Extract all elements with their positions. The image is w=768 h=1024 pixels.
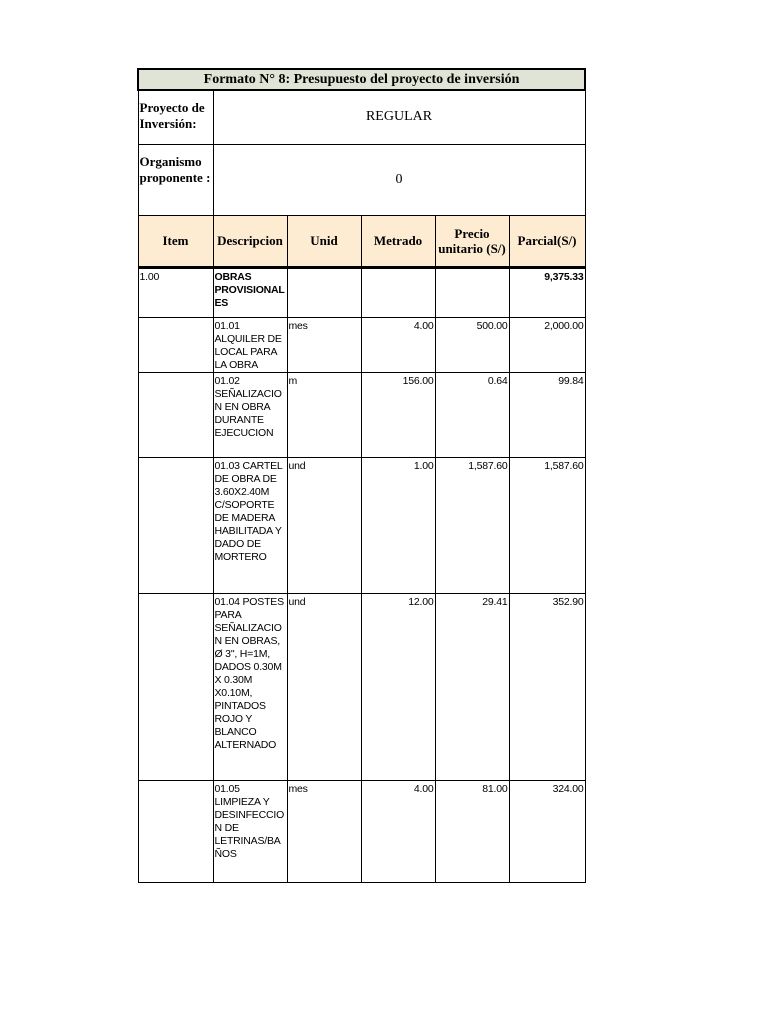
precio-cell (435, 267, 509, 317)
organismo-value: 0 (213, 144, 585, 215)
parcial-cell: 352.90 (509, 593, 585, 780)
desc-cell: 01.03 CARTEL DE OBRA DE 3.60X2.40M C/SOPORTE DE MADERA HABILITADA Y DADO DE MORTERO (213, 457, 287, 593)
desc-cell: 01.04 POSTES PARA SEÑALIZACION EN OBRAS, Ø 3", H=1M, DADOS 0.30M X 0.30M X0.10M, PINTADOS ROJO Y BLANCO ALTERNADO (213, 593, 287, 780)
precio-cell: 1,587.60 (435, 457, 509, 593)
desc-cell: 01.05 LIMPIEZA Y DESINFECCION DE LETRINAS/BAÑOS (213, 780, 287, 882)
parcial-cell: 2,000.00 (509, 317, 585, 372)
unid-cell: und (287, 457, 361, 593)
table-row (138, 780, 585, 882)
desc-cell: OBRAS PROVISIONALES (213, 267, 287, 317)
item-cell (138, 457, 213, 593)
budget-table (137, 68, 586, 883)
precio-cell: 81.00 (435, 780, 509, 882)
form-title: Formato N° 8: Presupuesto del proyecto de inversión (138, 69, 585, 90)
table-row (138, 457, 585, 593)
col-header-precio: Precio unitario (S/) (435, 215, 509, 267)
unid-cell: m (287, 372, 361, 457)
col-header-descripcion: Descripcion (213, 215, 287, 267)
parcial-cell: 99.84 (509, 372, 585, 457)
desc-cell: 01.02 SEÑALIZACION EN OBRA DURANTE EJECUCION (213, 372, 287, 457)
col-header-metrado: Metrado (361, 215, 435, 267)
proyecto-value: REGULAR (213, 90, 585, 144)
precio-cell: 29.41 (435, 593, 509, 780)
col-header-unid: Unid (287, 215, 361, 267)
table-row (138, 267, 585, 317)
item-cell: 1.00 (138, 267, 213, 317)
organismo-label: Organismo proponente : (138, 144, 213, 215)
metrado-cell: 1.00 (361, 457, 435, 593)
item-cell (138, 317, 213, 372)
metrado-cell (361, 267, 435, 317)
metrado-cell: 12.00 (361, 593, 435, 780)
budget-sheet (137, 68, 584, 883)
desc-cell: 01.01 ALQUILER DE LOCAL PARA LA OBRA (213, 317, 287, 372)
precio-cell: 500.00 (435, 317, 509, 372)
metrado-cell: 156.00 (361, 372, 435, 457)
precio-cell: 0.64 (435, 372, 509, 457)
metrado-cell: 4.00 (361, 317, 435, 372)
col-header-parcial: Parcial(S/) (509, 215, 585, 267)
table-row (138, 317, 585, 372)
item-cell (138, 372, 213, 457)
unid-cell: mes (287, 780, 361, 882)
col-header-item: Item (138, 215, 213, 267)
column-header-row (138, 215, 585, 267)
proyecto-label: Proyecto de Inversión: (138, 90, 213, 144)
table-row (138, 372, 585, 457)
item-cell (138, 593, 213, 780)
unid-cell: und (287, 593, 361, 780)
parcial-cell: 324.00 (509, 780, 585, 882)
table-row (138, 593, 585, 780)
unid-cell: mes (287, 317, 361, 372)
parcial-cell: 9,375.33 (509, 267, 585, 317)
unid-cell (287, 267, 361, 317)
item-cell (138, 780, 213, 882)
parcial-cell: 1,587.60 (509, 457, 585, 593)
metrado-cell: 4.00 (361, 780, 435, 882)
